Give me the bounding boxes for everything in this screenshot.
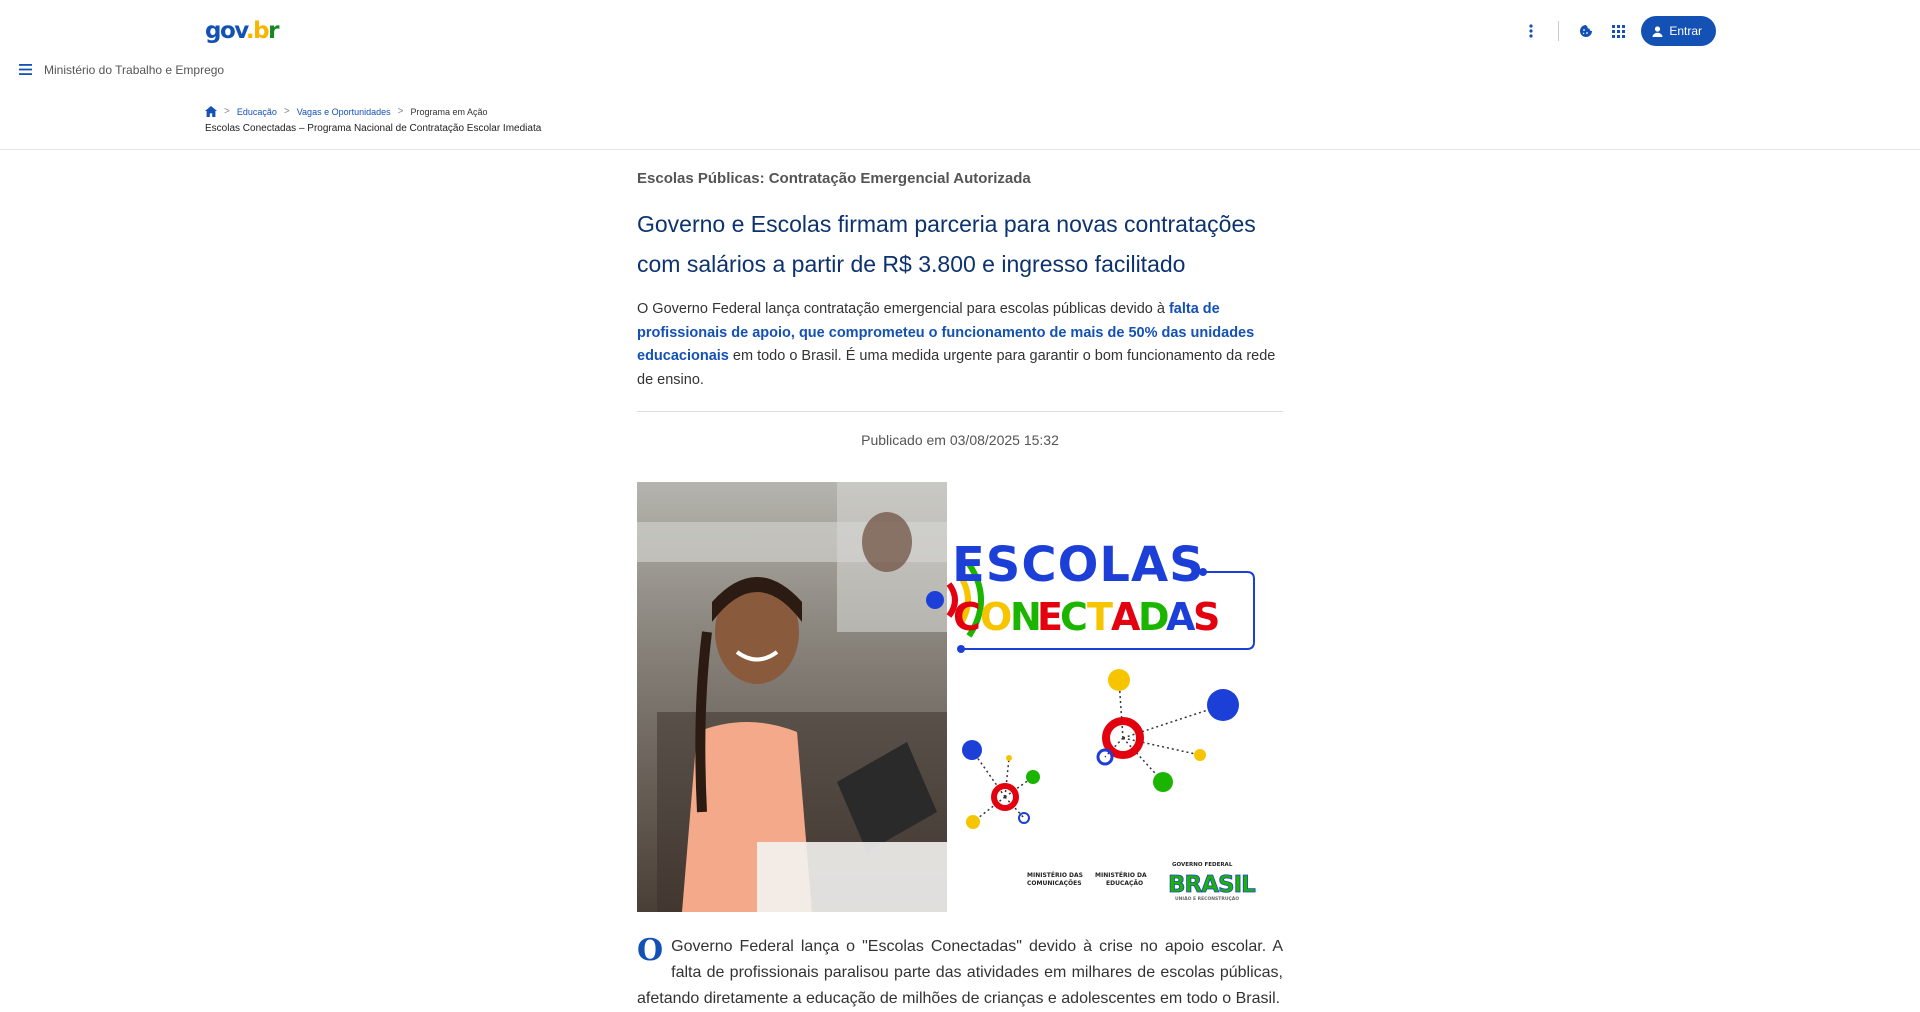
logo-letter: o <box>219 18 235 44</box>
logo-letter: E <box>1037 595 1063 639</box>
breadcrumb-vagas[interactable]: Vagas e Oportunidades <box>296 106 391 117</box>
breadcrumb-home[interactable] <box>205 106 217 117</box>
escolas-conectadas-logo <box>947 482 1283 912</box>
logo-letter: O <box>980 595 1013 639</box>
article <box>637 170 1283 1012</box>
lead-highlight: falta de profissionais de apoio, que comprometeu o funcionamento de mais de 50% das unidades educacionais <box>637 301 1255 364</box>
header-actions <box>1516 16 1716 46</box>
footer-slogan: UNIÃO E RECONSTRUÇÃO <box>1175 897 1240 902</box>
logo-letter: A <box>1111 595 1141 639</box>
user-icon <box>1652 26 1663 37</box>
lead-text-start: O Governo Federal lança contratação emergencial para escolas públicas devido à <box>637 301 1169 317</box>
more-options-button[interactable] <box>1516 16 1546 46</box>
apps-button[interactable] <box>1603 16 1633 46</box>
footer-brasil: BRASIL <box>1168 872 1255 898</box>
logo-letter: S <box>1193 595 1221 639</box>
logo-letter: D <box>1138 595 1170 639</box>
footer-org1-line2: COMUNICAÇÕES <box>1027 880 1082 887</box>
published-date: Publicado em 03/08/2025 15:32 <box>861 432 1059 448</box>
footer-org2-line2: EDUCAÇÃO <box>1106 880 1144 887</box>
breadcrumb-programa: Programa em Ação <box>410 106 488 117</box>
student-photo <box>637 482 947 912</box>
logo-letter: N <box>1010 595 1042 639</box>
dropcap: O <box>637 933 664 968</box>
photo-illustration <box>637 482 947 912</box>
site-header <box>0 0 1920 150</box>
apps-grid-icon <box>1612 25 1625 38</box>
logo-letter: v <box>234 18 246 44</box>
breadcrumb-separator: > <box>283 106 290 117</box>
logo-letter: r <box>268 18 278 44</box>
article-lead <box>637 298 1283 392</box>
breadcrumb-page-title: Escolas Conectadas – Programa Nacional de Contratação Escolar Imediata <box>205 123 542 134</box>
home-icon <box>205 106 217 117</box>
lead-text-end: em todo o Brasil. É uma medida urgente para garantir o bom funcionamento da rede de ensino. <box>637 348 1276 388</box>
govbr-logo[interactable] <box>205 18 278 44</box>
logo-graphic <box>947 482 1283 912</box>
article-body <box>637 934 1283 1012</box>
cookie-icon <box>1579 24 1593 38</box>
login-button-label: Entrar <box>1669 24 1702 38</box>
logo-title-conectadas <box>953 595 1220 639</box>
logo-letter: T <box>1087 595 1113 639</box>
hero-image <box>637 482 1283 912</box>
breadcrumb <box>205 106 488 117</box>
divider <box>637 411 1283 412</box>
menu-button[interactable] <box>19 64 32 76</box>
logo-letter: C <box>953 595 981 639</box>
hamburger-menu-icon <box>19 64 32 75</box>
logo-letter: . <box>245 18 254 44</box>
more-vertical-icon <box>1529 24 1533 38</box>
footer-org1-line1: MINISTÉRIO DAS <box>1027 872 1083 879</box>
breadcrumb-separator: > <box>397 106 404 117</box>
login-button[interactable] <box>1641 16 1716 46</box>
ministry-menu <box>19 63 224 77</box>
logo-letter: A <box>1166 595 1196 639</box>
footer-org2-line1: MINISTÉRIO DA <box>1095 872 1147 879</box>
header-divider <box>1558 21 1559 41</box>
breadcrumb-educacao[interactable]: Educação <box>236 106 277 117</box>
logo-letter: b <box>253 18 269 44</box>
logo-letter: C <box>1060 595 1088 639</box>
cookie-settings-button[interactable] <box>1571 16 1601 46</box>
article-body-text: Governo Federal lança o "Escolas Conectadas" devido à crise no apoio escolar. A falta de profissionais paralisou parte das atividades em milhares de escolas públicas, afetando diretamente a educação de milhões de crianças e adolescentes em todo o Brasil. <box>637 938 1283 1007</box>
ministry-name: Ministério do Trabalho e Emprego <box>44 63 225 77</box>
article-kicker: Escolas Públicas: Contratação Emergencial Autorizada <box>637 170 1031 187</box>
logo-letter: g <box>205 18 220 44</box>
article-headline: Governo e Escolas firmam parceria para novas contratações com salários a partir de R$ 3.800 e ingresso facilitado <box>637 211 1256 277</box>
footer-gov-label: GOVERNO FEDERAL <box>1172 862 1233 868</box>
logo-title-escolas: ESCOLAS <box>952 537 1205 593</box>
breadcrumb-separator: > <box>224 106 230 117</box>
